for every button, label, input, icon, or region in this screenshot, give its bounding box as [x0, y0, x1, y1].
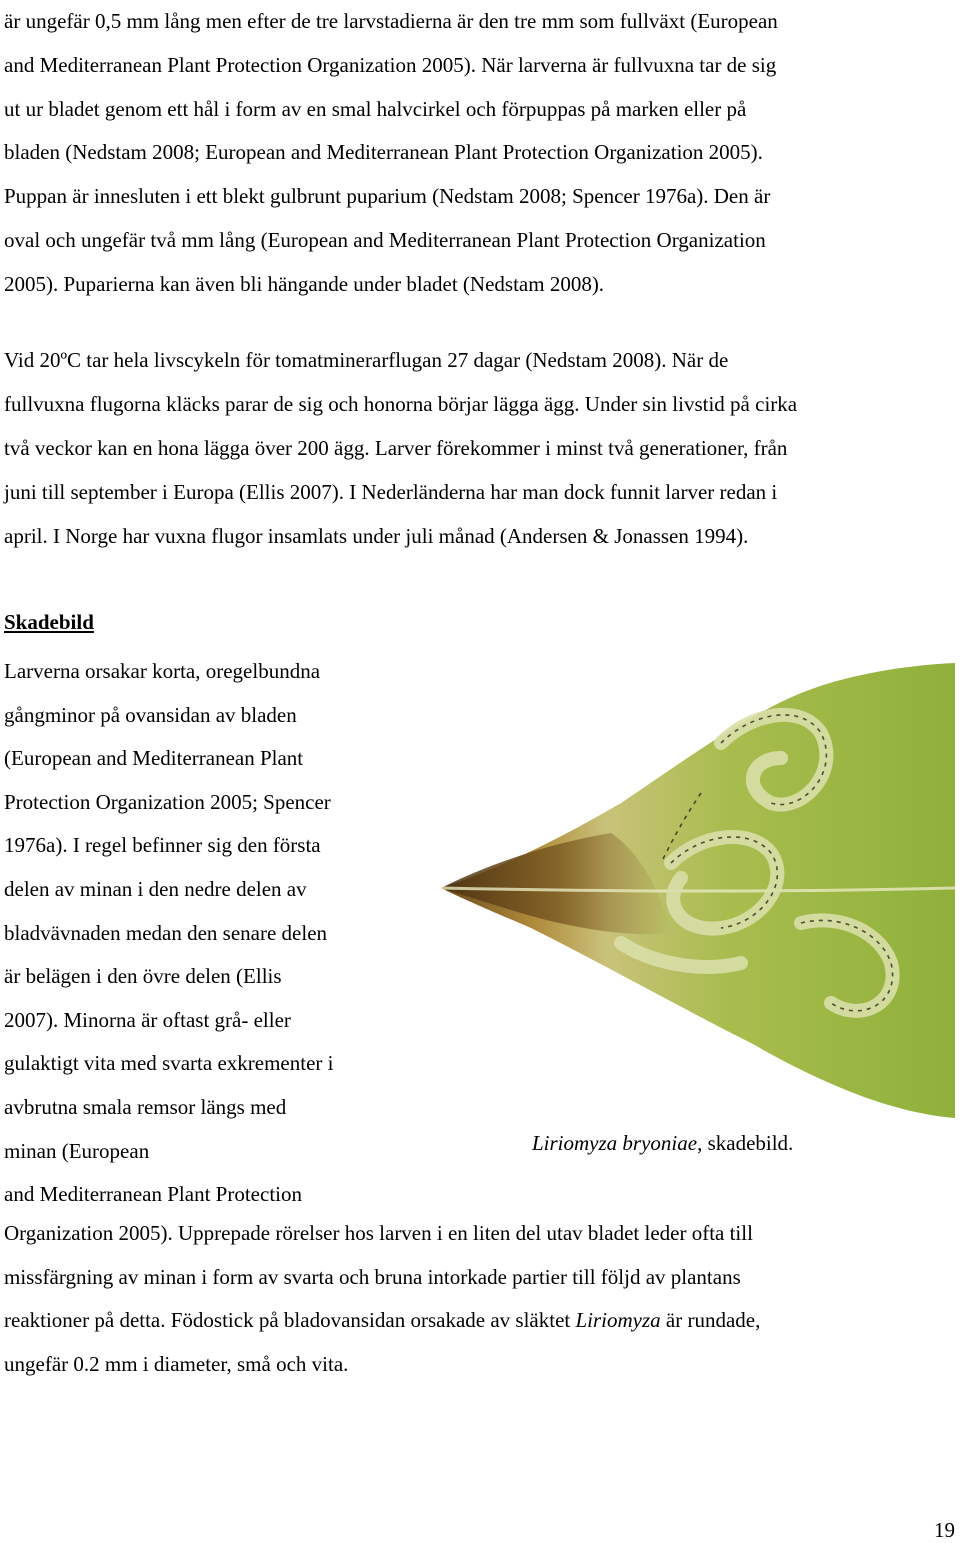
text-line: gångminor på ovansidan av bladen: [4, 702, 297, 727]
text-segment: är rundade,: [660, 1308, 761, 1333]
text-line: Larverna orsakar korta, oregelbundna: [4, 659, 321, 683]
section-heading: Skadebild: [4, 610, 94, 634]
text-line: 2005). Puparierna kan även bli hängande under bladet (Nedstam 2008).: [4, 271, 605, 296]
text-line: Protection Organization 2005; Spencer: [4, 789, 331, 814]
text-line: två veckor kan en hona lägga över 200 ägg. Larver förekommer i minst två generationer, från: [4, 436, 788, 460]
text-line: är belägen i den övre delen (Ellis: [4, 964, 282, 989]
text-line: 2007). Minorna är oftast grå- eller: [4, 1007, 291, 1032]
page-number: 19: [934, 1518, 955, 1542]
text-line: Organization 2005). Upprepade rörelser hos larven i en liten del utav bladet leder ofta till: [4, 1221, 753, 1245]
text-line: [4, 1299, 954, 1343]
text-line: ungefär 0.2 mm i diameter, små och vita.: [4, 1352, 349, 1377]
text-line: minan (European: [4, 1138, 150, 1163]
text-line: and Mediterranean Plant Protection: [4, 1182, 302, 1207]
paragraph-1: [4, 0, 954, 307]
text-line: avbrutna smala remsor längs med: [4, 1094, 287, 1119]
image-caption: [532, 1128, 793, 1158]
text-line: är ungefär 0,5 mm lång men efter de tre larvstadierna är den tre mm som fullväxt (European: [4, 9, 778, 33]
text-line: Vid 20ºC tar hela livscykeln för tomatminerarflugan 27 dagar (Nedstam 2008). När de: [4, 348, 729, 372]
text-line: juni till september i Europa (Ellis 2007). I Nederländerna har man dock funnit larver redan i: [4, 480, 778, 504]
text-line: missfärgning av minan i form av svarta och bruna intorkade partier till följd av plantans: [4, 1264, 741, 1289]
text-line: (European and Mediterranean Plant: [4, 746, 304, 771]
text-line: and Mediterranean Plant Protection Organization 2005). När larverna är fullvuxna tar de sig: [4, 52, 777, 77]
text-segment: reaktioner på detta. Födostick på bladovansidan orsakade av släktet: [4, 1308, 576, 1333]
text-line: ut ur bladet genom ett hål i form av en smal halvcirkel och förpuppas på marken eller på: [4, 96, 747, 121]
text-line: bladen (Nedstam 2008; European and Mediterranean Plant Protection Organization 2005).: [4, 140, 763, 165]
paragraph-3: [4, 1212, 954, 1387]
text-line: Puppan är innesluten i ett blekt gulbrunt puparium (Nedstam 2008; Spencer 1976a). Den är: [4, 184, 771, 209]
text-line: oval och ungefär två mm lång (European and Mediterranean Plant Protection Organization: [4, 227, 766, 252]
text-line: 1976a). I regel befinner sig den första: [4, 833, 321, 858]
caption-species: Liriomyza bryoniae: [532, 1131, 698, 1155]
text-line: april. I Norge har vuxna flugor insamlats under juli månad (Andersen & Jonassen 1994).: [4, 524, 749, 548]
leaf-damage-photo: [421, 663, 955, 1118]
genus-name: Liriomyza: [575, 1308, 661, 1333]
text-line: gulaktigt vita med svarta exkrementer i: [4, 1051, 334, 1076]
text-line: delen av minan i den nedre delen av: [4, 876, 307, 901]
text-line: fullvuxna flugorna kläcks parar de sig och honorna börjar lägga ägg. Under sin livstid på cirka: [4, 392, 798, 416]
text-line: bladvävnaden medan den senare delen: [4, 920, 328, 945]
paragraph-column: [4, 650, 419, 1217]
paragraph-2: [4, 338, 960, 558]
caption-rest: , skadebild.: [697, 1131, 794, 1155]
